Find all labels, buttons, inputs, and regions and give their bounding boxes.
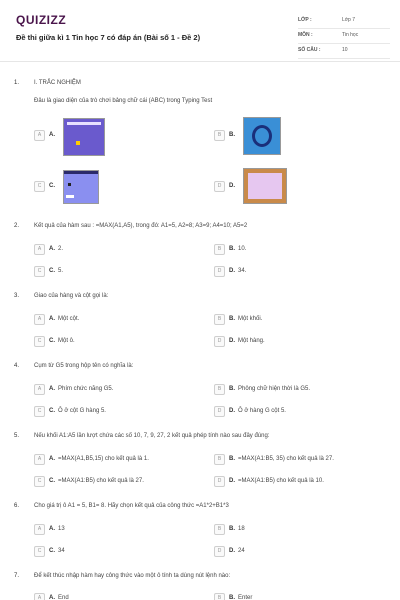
option-label: A. — [49, 456, 55, 462]
typing-game-screenshot-b — [243, 117, 281, 155]
option-d[interactable] — [214, 335, 265, 347]
meta-key: SỐ CÂU : — [298, 47, 321, 53]
meta-table — [298, 14, 390, 59]
option-a[interactable] — [34, 383, 113, 395]
option-box[interactable]: A — [34, 244, 45, 255]
question-number: 5. — [14, 433, 20, 439]
option-text: Một cột. — [58, 316, 80, 322]
question-text: Cụm từ G5 trong hộp tên có nghĩa là: — [34, 363, 134, 369]
option-label: C. — [49, 408, 55, 414]
option-box[interactable]: A — [34, 524, 45, 535]
option-b[interactable] — [214, 383, 310, 395]
option-box[interactable]: B — [214, 314, 225, 325]
option-b[interactable] — [214, 523, 245, 535]
question-text: Đâu là giao diện của trò chơi bảng chữ cái (ABC) trong Typing Test — [34, 98, 213, 104]
document-title: Đề thi giữa kì 1 Tin học 7 có đáp án (Bài số 1 - Đề 2) — [16, 33, 201, 42]
option-box[interactable]: D — [214, 406, 225, 417]
option-box[interactable]: B — [214, 384, 225, 395]
question-section-title: I. TRẮC NGHIỆM — [34, 80, 81, 86]
meta-value: Tin học — [342, 32, 359, 38]
question-text: Để kết thúc nhập hàm hay công thức vào một ô tính ta dùng nút lệnh nào: — [34, 573, 231, 579]
option-d[interactable] — [214, 180, 238, 192]
meta-value: 10 — [342, 47, 348, 53]
option-box[interactable]: A — [34, 384, 45, 395]
option-box[interactable]: C — [34, 476, 45, 487]
option-box[interactable]: B — [214, 130, 225, 141]
option-box[interactable]: C — [34, 546, 45, 557]
option-label: B. — [229, 132, 235, 138]
option-box[interactable]: A — [34, 314, 45, 325]
option-a[interactable] — [34, 592, 69, 600]
option-b[interactable] — [214, 243, 246, 255]
option-b[interactable] — [214, 313, 262, 325]
option-c[interactable] — [34, 335, 75, 347]
option-c[interactable] — [34, 265, 63, 277]
option-label: D. — [229, 408, 235, 414]
question-number: 7. — [14, 573, 20, 579]
meta-value: Lớp 7 — [342, 17, 356, 23]
option-d[interactable] — [214, 405, 286, 417]
option-box[interactable]: C — [34, 336, 45, 347]
option-a[interactable] — [34, 453, 149, 465]
option-label: C. — [49, 478, 55, 484]
meta-row-subject — [298, 29, 390, 44]
option-label: A. — [49, 246, 55, 252]
option-text: 24 — [238, 548, 245, 554]
option-c[interactable] — [34, 405, 106, 417]
option-label: D. — [229, 338, 235, 344]
question-text: Nếu khối A1:A5 lần lượt chứa các số 10, 7, 9, 27, 2 kết quả phép tính nào sau đây đúng: — [34, 433, 270, 439]
option-b[interactable] — [214, 592, 252, 600]
option-box[interactable]: D — [214, 181, 225, 192]
option-label: C. — [49, 268, 55, 274]
option-box[interactable]: A — [34, 130, 45, 141]
option-label: D. — [229, 183, 235, 189]
typing-game-screenshot-d — [243, 168, 287, 204]
question-text: Giao của hàng và cột gọi là: — [34, 293, 109, 299]
option-text: Một khối. — [238, 316, 263, 322]
option-a[interactable] — [34, 129, 58, 141]
option-d[interactable] — [214, 265, 246, 277]
option-box[interactable]: C — [34, 181, 45, 192]
option-label: B. — [229, 456, 235, 462]
question-number: 3. — [14, 293, 20, 299]
option-c[interactable] — [34, 180, 58, 192]
option-text: 34 — [58, 548, 65, 554]
option-a[interactable] — [34, 523, 65, 535]
typing-game-screenshot-a — [63, 118, 105, 156]
option-label: B. — [229, 595, 235, 600]
option-label: D. — [229, 548, 235, 554]
quizizz-logo: QUIZIZZ — [16, 13, 67, 27]
question-number: 4. — [14, 363, 20, 369]
option-text: 10. — [238, 246, 247, 252]
option-c[interactable] — [34, 545, 65, 557]
option-text: Enter — [238, 595, 253, 600]
option-text: Một hàng. — [238, 338, 265, 344]
option-text: 5. — [58, 268, 64, 274]
option-b[interactable] — [214, 129, 238, 141]
option-label: D. — [229, 478, 235, 484]
page-header — [0, 0, 400, 62]
option-label: A. — [49, 316, 55, 322]
option-text: =MAX(A1:B5) cho kết quả là 10. — [238, 478, 324, 484]
option-box[interactable]: C — [34, 406, 45, 417]
option-text: =MAX(A1:B5) cho kết quả là 27. — [58, 478, 144, 484]
option-text: Ô ở hàng G cột 5. — [238, 408, 286, 414]
question-number: 1. — [14, 80, 20, 86]
option-label: B. — [229, 316, 235, 322]
option-label: A. — [49, 595, 55, 600]
option-box[interactable]: B — [214, 524, 225, 535]
question-text: Cho giá trị ô A1 = 5, B1= 8. Hãy chọn kết quả của công thức =A1*2+B1*3 — [34, 503, 229, 509]
option-label: A. — [49, 526, 55, 532]
option-text: End — [58, 595, 69, 600]
question-text: Kết quả của hàm sau : =MAX(A1,A5), trong đó: A1=5, A2=8; A3=9; A4=10; A5=2 — [34, 223, 248, 229]
option-label: B. — [229, 526, 235, 532]
option-box[interactable]: B — [214, 454, 225, 465]
option-text: 2. — [58, 246, 64, 252]
option-label: D. — [229, 268, 235, 274]
option-label: A. — [49, 386, 55, 392]
meta-row-class — [298, 14, 390, 29]
option-c[interactable] — [34, 475, 144, 487]
option-text: 13 — [58, 526, 65, 532]
option-text: Phông chữ hiện thời là G5. — [238, 386, 310, 392]
option-label: C. — [49, 338, 55, 344]
option-box[interactable]: A — [34, 593, 45, 600]
option-box[interactable]: B — [214, 593, 225, 600]
option-text: =MAX(A1,B5,15) cho kết quả là 1. — [58, 456, 149, 462]
option-text: 18 — [238, 526, 245, 532]
option-box[interactable]: D — [214, 266, 225, 277]
option-label: C. — [49, 548, 55, 554]
option-a[interactable] — [34, 313, 79, 325]
option-box[interactable]: D — [214, 546, 225, 557]
option-d[interactable] — [214, 545, 245, 557]
option-text: 34. — [238, 268, 247, 274]
option-box[interactable]: C — [34, 266, 45, 277]
question-number: 2. — [14, 223, 20, 229]
option-label: B. — [229, 246, 235, 252]
meta-key: LỚP : — [298, 17, 312, 23]
typing-game-screenshot-c — [63, 170, 99, 204]
meta-key: MÔN : — [298, 32, 313, 38]
option-text: Ô ở cột G hàng 5. — [58, 408, 106, 414]
option-box[interactable]: A — [34, 454, 45, 465]
option-label: C. — [49, 183, 55, 189]
option-label: A. — [49, 132, 55, 138]
option-text: =MAX(A1:B5, 35) cho kết quả là 27. — [238, 456, 334, 462]
meta-row-count — [298, 44, 390, 59]
option-box[interactable]: D — [214, 336, 225, 347]
option-text: Phím chức năng G5. — [58, 386, 114, 392]
option-b[interactable] — [214, 453, 334, 465]
option-a[interactable] — [34, 243, 63, 255]
option-label: B. — [229, 386, 235, 392]
option-d[interactable] — [214, 475, 324, 487]
option-text: Một ô. — [58, 338, 75, 344]
option-box[interactable]: D — [214, 476, 225, 487]
question-number: 6. — [14, 503, 20, 509]
option-box[interactable]: B — [214, 244, 225, 255]
